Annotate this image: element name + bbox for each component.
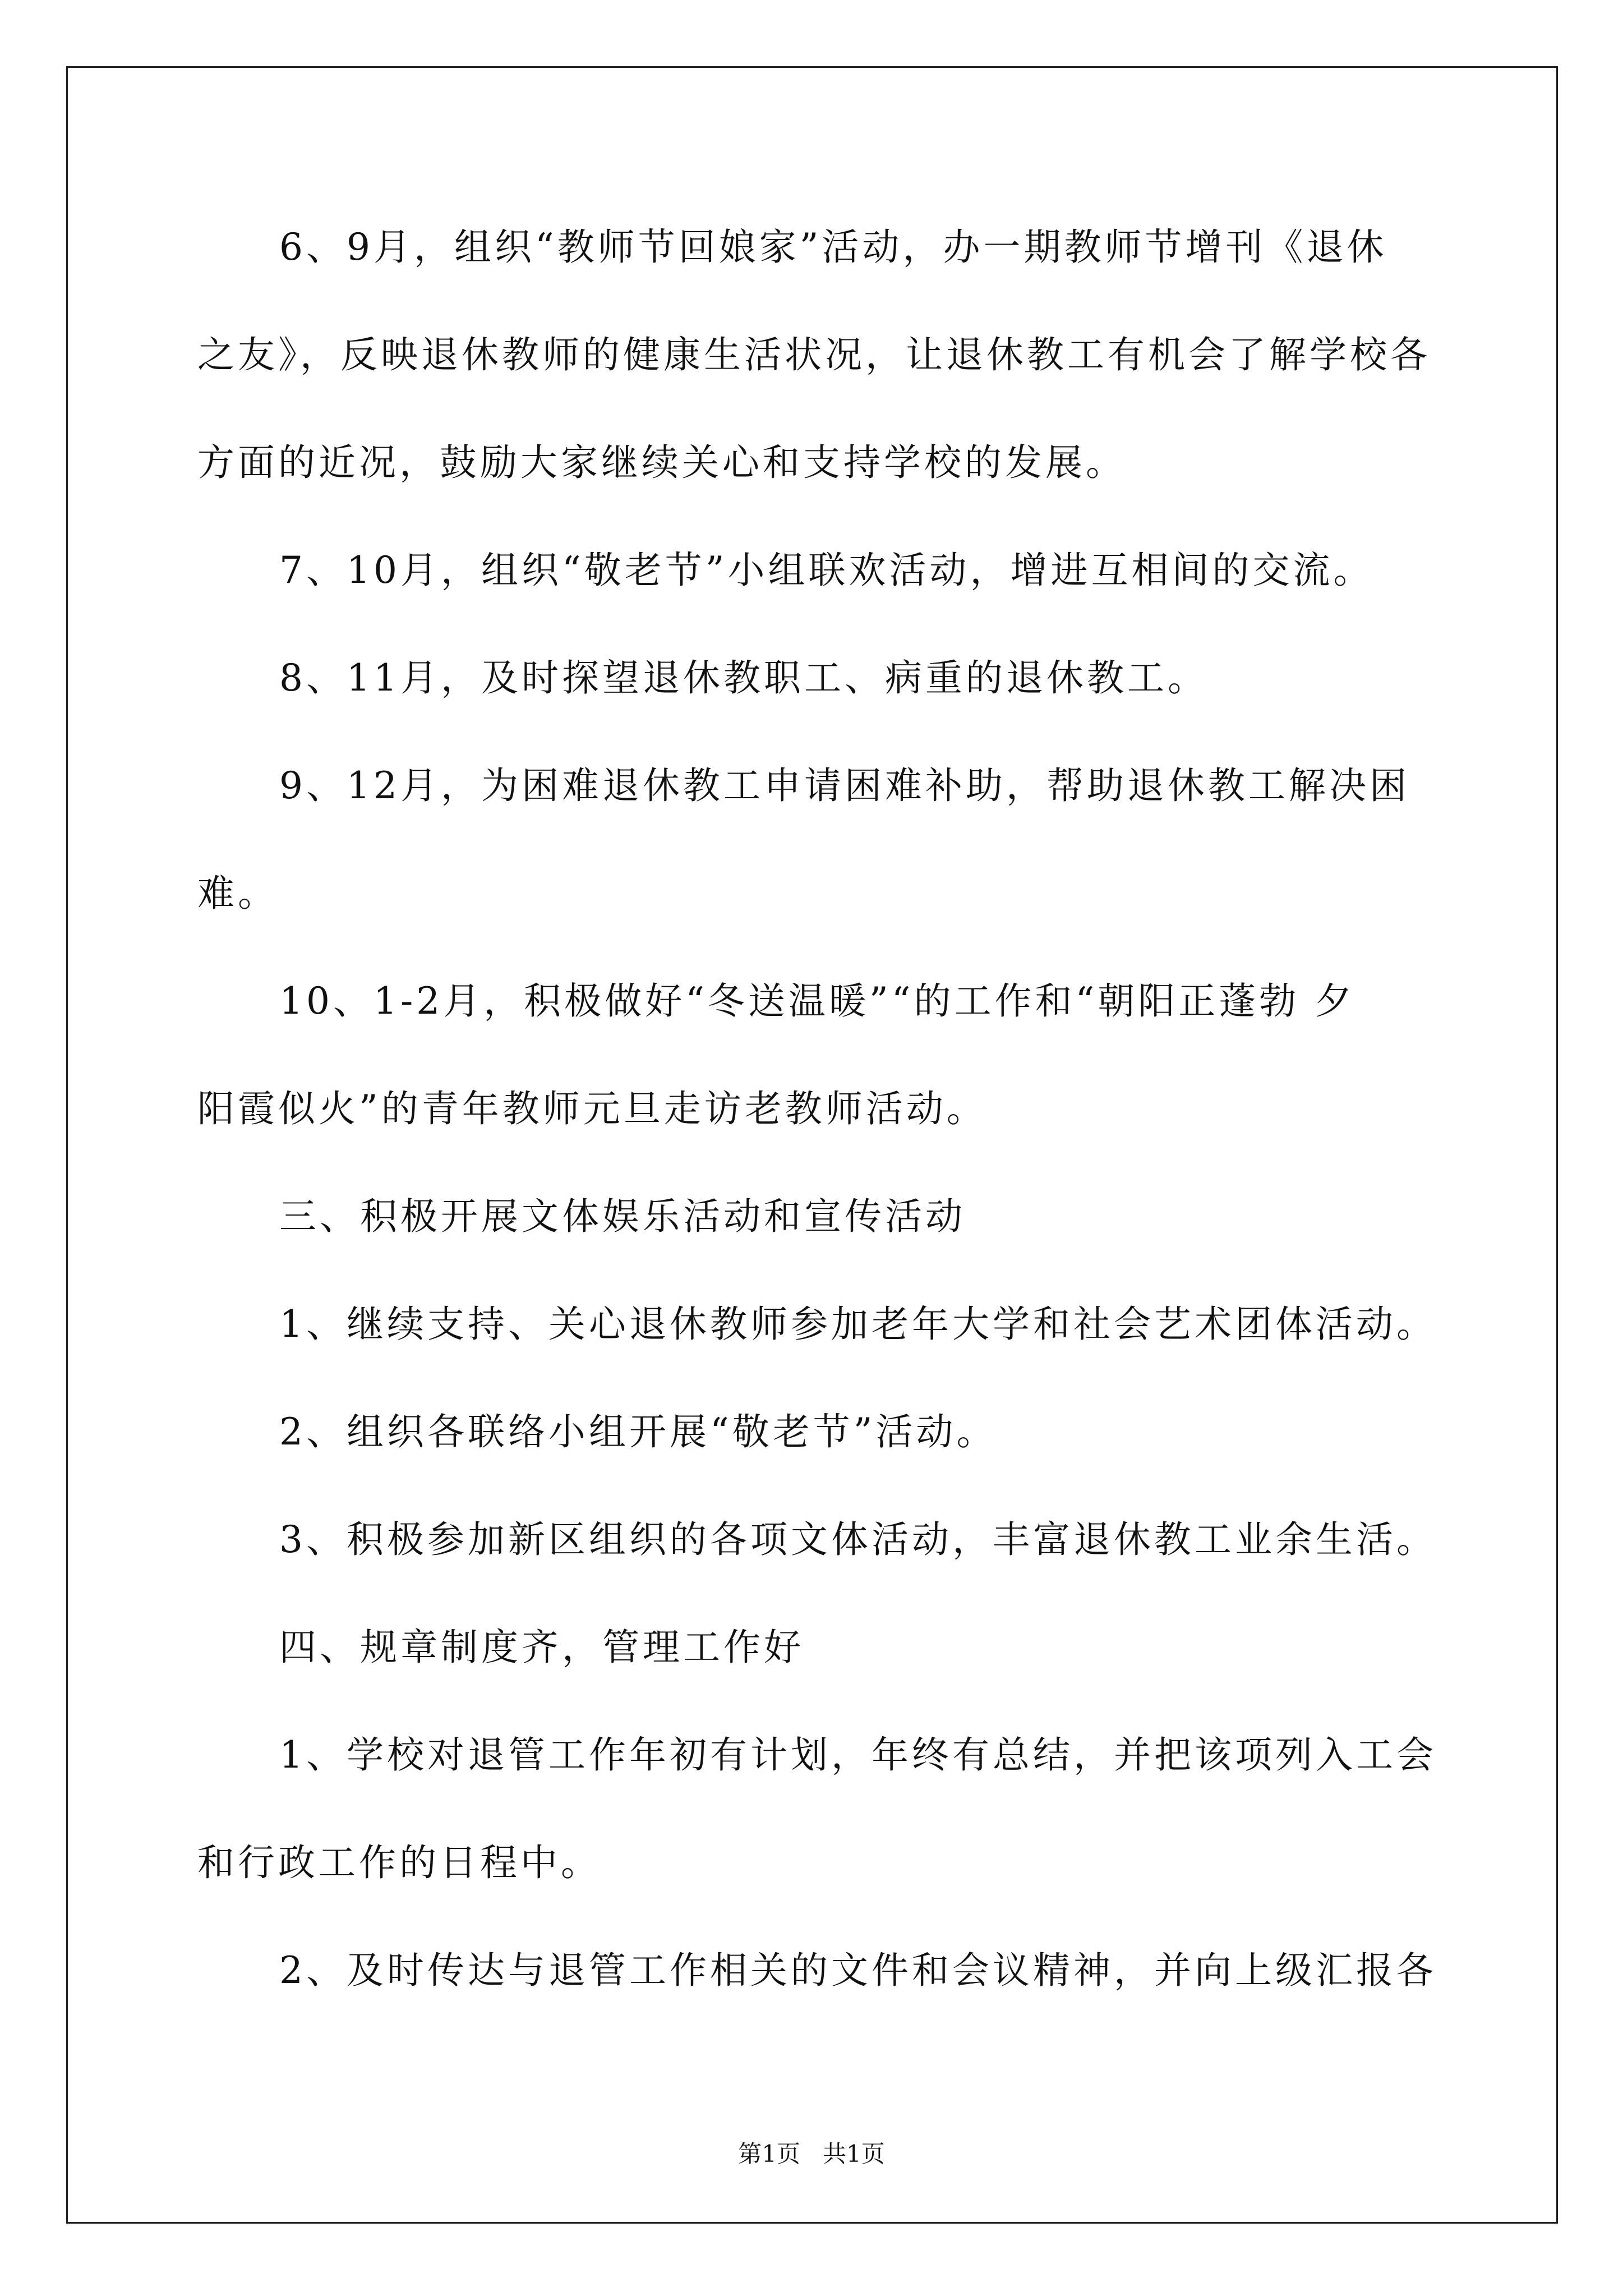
paragraph-line: 3、积极参加新区组织的各项文体活动，丰富退休教工业余生活。 bbox=[279, 1518, 1437, 1561]
paragraph-line: 1、学校对退管工作年初有计划，年终有总结，并把该项列入工会 bbox=[279, 1733, 1437, 1777]
section-heading: 四、规章制度齐，管理工作好 bbox=[279, 1626, 804, 1669]
paragraph-line: 2、组织各联络小组开展“敬老节”活动。 bbox=[279, 1410, 997, 1453]
paragraph-line: 7、10月，组织“敬老节”小组联欢活动，增进互相间的交流。 bbox=[279, 549, 1374, 592]
paragraph-line: 阳霞似火”的青年教师元旦走访老教师活动。 bbox=[197, 1087, 987, 1130]
paragraph-line: 10、1-2月，积极做好“冬送温暖”“的工作和“朝阳正蓬勃 夕 bbox=[279, 979, 1355, 1023]
paragraph-line: 方面的近况，鼓励大家继续关心和支持学校的发展。 bbox=[197, 441, 1126, 484]
paragraph-line: 和行政工作的日程中。 bbox=[197, 1841, 601, 1884]
paragraph-line: 9、12月，为困难退休教工申请困难补助，帮助退休教工解决困 bbox=[279, 764, 1410, 807]
paragraph-line: 8、11月，及时探望退休教职工、病重的退休教工。 bbox=[279, 656, 1208, 700]
page-border bbox=[66, 66, 1558, 2224]
paragraph-line: 6、9月，组织“教师节回娘家”活动，办一期教师节增刊《退休 bbox=[279, 226, 1387, 269]
paragraph-line: 难。 bbox=[197, 872, 278, 915]
paragraph-line: 之友》，反映退休教师的健康生活状况，让退休教工有机会了解学校各 bbox=[197, 333, 1431, 376]
section-heading: 三、积极开展文体娱乐活动和宣传活动 bbox=[279, 1195, 966, 1238]
page-number-footer: 第1页 共1页 bbox=[738, 2140, 885, 2168]
paragraph-line: 2、及时传达与退管工作相关的文件和会议精神，并向上级汇报各 bbox=[279, 1949, 1437, 1992]
paragraph-line: 1、继续支持、关心退休教师参加老年大学和社会艺术团体活动。 bbox=[279, 1303, 1437, 1346]
